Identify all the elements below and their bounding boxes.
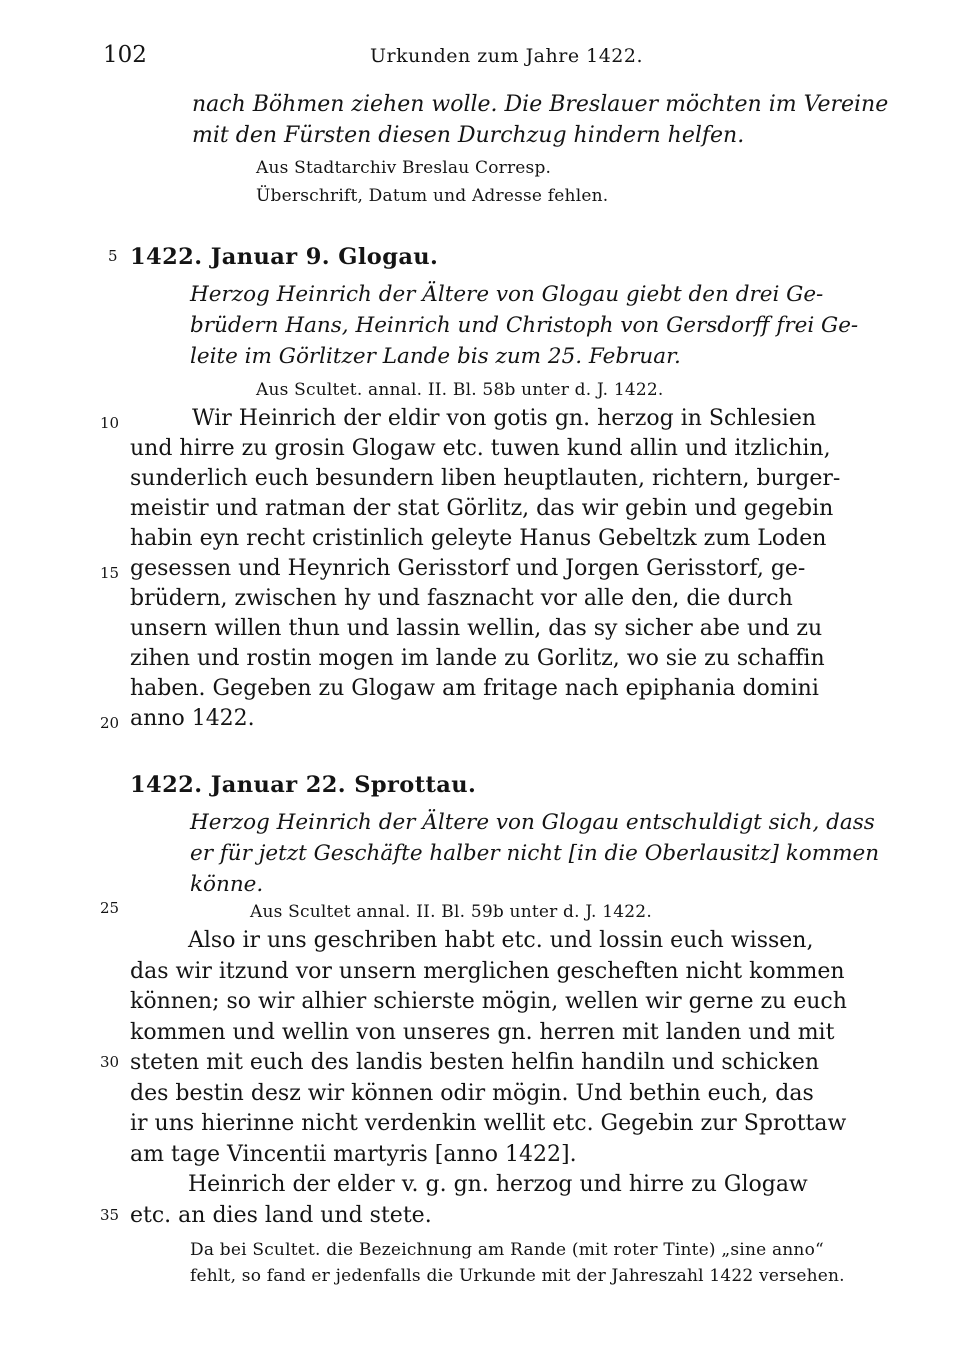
document-text [130,404,860,734]
source-line: Überschrift, Datum und Adresse fehlen. [256,186,609,206]
source-line: Aus Scultet annal. II. Bl. 59b unter d. J. 1422. [250,902,652,922]
text-line: Wir Heinrich der eldir von gotis gn. herzog in Schlesien [192,406,817,431]
text-line: und hirre zu grosin Glogaw etc. tuwen kund allin und itzlichin, [130,436,831,461]
text-line: sunderlich euch besundern liben heuptlauten, richtern, burger- [130,466,841,491]
continuation-line: mit den Fürsten diesen Durchzug hindern helfen. [192,123,745,148]
text-line: des bestin desz wir können odir mögin. Und bethin euch, das [130,1080,814,1106]
summary-line: Herzog Heinrich der Ältere von Glogau giebt den drei Ge- [190,282,824,307]
continuation-line: nach Böhmen ziehen wolle. Die Breslauer möchten im Vereine [192,92,889,117]
note-line: fehlt, so fand er jedenfalls die Urkunde mit der Jahreszahl 1422 versehen. [190,1266,845,1286]
summary-line: er für jetzt Geschäfte halber nicht [in die Oberlausitz] kommen [190,841,880,866]
line-number: 30 [100,1053,120,1071]
summary-line: leite im Görlitzer Lande bis zum 25. Februar. [190,344,681,369]
text-line: haben. Gegeben zu Glogaw am fritage nach epiphania domini [130,676,819,701]
text-line: am tage Vincentii martyris [anno 1422]. [130,1141,577,1167]
text-line: Also ir uns geschriben habt etc. und lossin euch wissen, [188,928,814,953]
text-line: ir uns hierinne nicht verdenkin wellit etc. Gegebin zur Sprottaw [130,1111,847,1136]
text-line: Heinrich der elder v. g. gn. herzog und hirre zu Glogaw [188,1172,808,1197]
running-title: Urkunden zum Jahre 1422. [370,45,644,67]
summary-line: brüdern Hans, Heinrich und Christoph von Gersdorff frei Ge- [190,313,859,338]
text-line: unsern willen thun und lassin wellin, das sy sicher abe und zu [130,616,823,641]
text-line: gesessen und Heynrich Gerisstorf und Jorgen Gerisstorf, ge- [130,556,806,581]
text-line: können; so wir alhier schierste mögin, wellen wir gerne zu euch [130,989,847,1014]
page-number: 102 [103,42,147,68]
text-line: kommen und wellin von unseres gn. herren mit landen und mit [130,1019,835,1045]
document-heading: 1422. Januar 9. Glogau. [130,244,439,270]
text-line: etc. an dies land und stete. [130,1202,432,1228]
text-line: anno 1422. [130,706,255,731]
text-line: brüdern, zwischen hy und fasznacht vor alle den, die durch [130,586,793,611]
line-number: 20 [100,714,120,732]
line-number: 25 [100,899,120,917]
line-number: 5 [108,247,118,265]
source-line: Aus Stadtarchiv Breslau Corresp. [256,158,552,178]
text-line: zihen und rostin mogen im lande zu Gorlitz, wo sie zu schaffin [130,646,825,671]
line-number: 10 [100,414,120,432]
text-line: das wir itzund vor unsern merglichen gescheften nicht kommen [130,958,845,984]
document-heading: 1422. Januar 22. Sprottau. [130,772,477,798]
note-line: Da bei Scultet. die Bezeichnung am Rande (mit roter Tinte) „sine anno“ [190,1240,824,1260]
line-number: 35 [100,1206,120,1224]
text-line: habin eyn recht cristinlich geleyte Hanus Gebeltzk zum Loden [130,526,827,551]
text-line: steten mit euch des landis besten helfin handiln und schicken [130,1050,820,1075]
summary-line: könne. [190,872,264,897]
document-text [130,926,860,1231]
line-number: 15 [100,564,120,582]
summary-line: Herzog Heinrich der Ältere von Glogau entschuldigt sich, dass [190,810,875,835]
text-line: meistir und ratman der stat Görlitz, das wir gebin und gegebin [130,496,834,521]
source-line: Aus Scultet. annal. II. Bl. 58b unter d. J. 1422. [256,380,664,400]
